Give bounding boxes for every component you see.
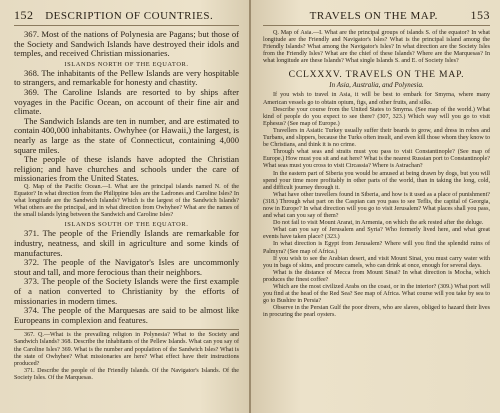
right-running-head [263,8,490,26]
section-heading-south: ISLANDS SOUTH OF THE EQUATOR. [64,221,189,229]
travel-paragraph-4: Through what seas and straits must you pass to visit Constantinople? (See map of Europe.) How must you sit and eat here? What is the nearest Russian port to Constantinople? What seas must you cross to visit Circassia? Where is Astrachan? [263,149,490,170]
travel-paragraph-11: What is the distance of Mecca from Mount Sinai? In what direction is Mocha, which produces the finest coffee? [263,269,490,283]
travel-paragraph-6: What have other travellers found in Siberia, and how is it used as a place of punishment? (318.) Through what part on the Caspian can you pass to see Teflis, the capital of Georgia, now in Europe? In what direction will you go to visit Jerusalem? What places shall you pass, and what can you say of them? [263,191,490,220]
paragraph-369-sandwich: The Sandwich Islands are ten in number, and are estimated to contain 400,000 inhabitants. Owhyhee (or Hawaii,) the largest, is nearly as large as the state of Connecticut, containing 4,000 square miles. [14,115,239,155]
right-page [251,0,500,413]
paragraph-373: 373. The people of the Society Islands were the first example of a nation converted to Christianity by the efforts of missionaries in modern times. [14,276,239,306]
right-page-number: 153 [470,8,490,22]
travel-paragraph-1: If you wish to travel in Asia, it will be best to embark for Smyrna, where many American vessels go to obtain opium, figs, and other fruits, and silks. [263,92,490,106]
left-running-head [14,8,239,26]
section-heading-north: ISLANDS NORTH OF THE EQUATOR. [64,60,189,68]
travel-paragraph-5: In the eastern part of Siberia you would be amused at being drawn by dogs, but you will spend your time more profitably in other parts of the world, than in taking the long, cold, and difficult journey through it. [263,170,490,191]
map-question-asia: Q. Map of Asia.—I. What are the principal groups of islands S. of the equator? In what longitude are the Friendly and Navigator's Isles? What is the principal island among the Friendly Islands? What among the Navigator's Isles? In what direction are the Society Isles from the Friendly Isles? What are the chief of these Islands? Where are the Marquesas? In what longitude are these Islands? What single Islands S. and E. of Society Isles? [263,30,490,65]
paragraph-372: 372. The people of the Navigator's Isles are uncommonly stout and tall, and more ferocious than their neighbors. [14,257,239,277]
right-head-title: TRAVELS ON THE MAP. [309,10,438,22]
footnote-questions-2: 371. Describe the people of the Friendly Islands. Of the Navigator's Islands. Of the Society Isles. Of the Marquesas. [14,367,239,381]
paragraph-374: 374. The people of the Marquesas are said to be almost like Europeans in complexion and features. [14,305,239,325]
travel-paragraph-8: What can you say of Jerusalem and Syria? Who formerly lived here, and what great events have taken place? (323.) [263,227,490,241]
paragraph-369-religion: The people of these islands have adopted the Christian religion; and have churches and schools under the care of missionaries from the United States. [14,154,239,184]
chapter-heading: CCLXXXV. TRAVELS ON THE MAP. [288,69,465,81]
travel-paragraph-3: Travellers in Asiatic Turkey usually suffer their beards to grow, and dress in robes and Turbans, and slippers, because the Turks often insult, and even kill those whom they know to be Christians, and think it is no crime. [263,127,490,149]
travel-paragraph-12: Which are the most civilized Arabs on the coast, or in the interior? (309.) What port will you find at the head of the Red Sea? See map of Africa. What course will you take by sea to go to Bushire in Persia? [263,284,490,305]
paragraph-368: 368. The inhabitants of the Pellew Islands are very hospitable to strangers, and remarkable for honesty and chastity. [14,67,239,88]
paragraph-369: 369. The Caroline Islands are resorted to by ships after voyages in the Pacific Ocean, on account of their fine air and climate. [14,86,239,117]
travel-paragraph-7: Do not fail to visit Mount Ararat, in Armenia, on which the ark rested after the deluge. [273,220,484,227]
map-question-pacific: Q. Map of the Pacific Ocean.—I. What are the principal islands named N. of the Equator? In what direction from the Philippine Isles are the Ladrones and Caroline Isles? In what longitude are the Sandwich Islands? Which is the largest of the Sandwich Islands? What others are the principal, and in what direction from Owhyhee? What are the names of the small islands lying between the Sandwich and Caroline Isles? [14,183,239,219]
paragraph-367: 367. Most of the nations of Polynesia are Pagans; but those of the Society and Sandwich Islands have destroyed their idols and temples, and received Christian missionaries. [14,29,239,59]
left-head-title: DESCRIPTION OF COUNTRIES. [45,10,214,22]
left-page-number: 152 [14,8,34,22]
left-page [0,0,249,413]
travel-paragraph-13: Observe in the Persian Gulf the poor divers, who are slaves, obliged to hazard their lives in procuring the pearl oysters. [263,305,490,319]
footnote-rule [14,329,239,330]
travel-paragraph-2: Describe your course from the United States to Smyrna. (See map of the world.) What kind of people do you expect to see there? (307, 323.) Which way will you go to visit Ephesus? (See map of Europe.) [263,106,490,127]
travel-paragraph-9: In what direction is Egypt from Jerusalem? Where will you find the splendid ruins of Palmyra? (See map of Africa.) [263,241,490,255]
paragraph-371: 371. The people of the Friendly Islands are remarkable for industry, neatness, and skill in agriculture and some kinds of manufactures. [14,228,239,258]
travel-paragraph-10: If you wish to see the Arabian desert, and visit Mount Sinai, you must carry water with you in bags of skins, and procure camels, who can drink at once, enough for several days. [263,255,490,269]
chapter-subheading: In Asia, Australia, and Polynesia. [329,81,424,90]
footnote-questions: 367. Q.—What is the prevailing religion in Polynesia? What to the Society and Sandwich Islands? 368. Describe the inhabitants of the Pellew Islands. What can you say of the Caroline Isles? 369. What is the number and population of the Sandwich Isles? What is the state of Owhyhee? What missionaries are here? What effect have their instructions produced? [14,332,239,367]
